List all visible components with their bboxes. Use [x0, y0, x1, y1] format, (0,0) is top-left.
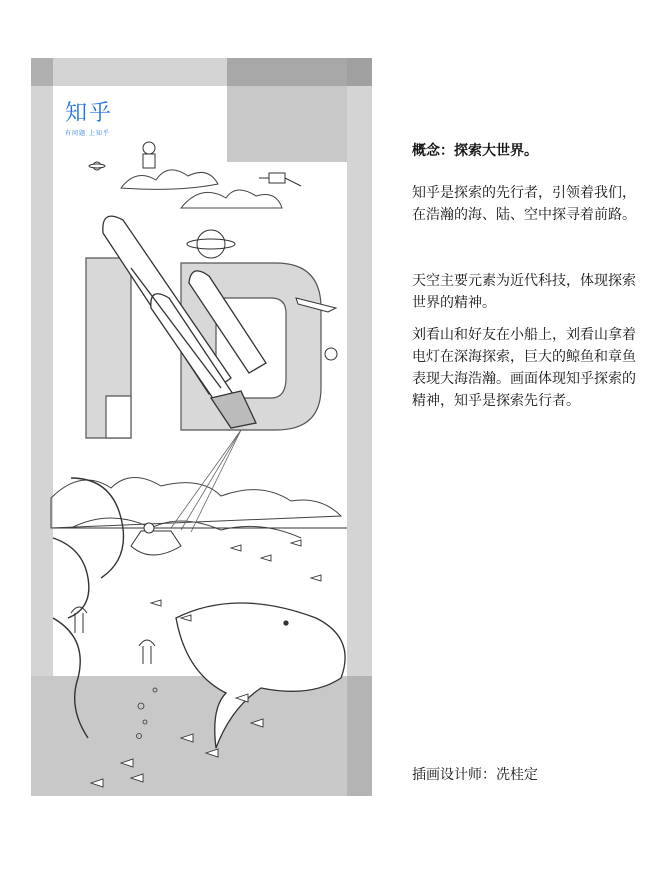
line-art-illustration [31, 58, 372, 796]
light-beam [171, 430, 241, 532]
sea-surface [53, 523, 347, 555]
description-paragraph-3: 刘看山和好友在小船上，刘看山拿着电灯在深海探索，巨大的鲸鱼和章鱼表现大海浩瀚。画面体现知乎探索的精神，知乎是探索先行者。 [412, 327, 636, 409]
description-column [412, 140, 644, 412]
logo-slogan: 有问题 上知乎 [65, 130, 110, 137]
logo-text: 知乎 [65, 101, 114, 126]
concept-title: 概念：探索大世界。 [412, 143, 538, 159]
frame-bottom-band [31, 676, 372, 796]
jellyfish [71, 607, 155, 664]
illustration-poster [31, 58, 372, 796]
description-paragraph-2: 天空主要元素为近代科技，体现探索世界的精神。 [412, 273, 636, 311]
zhihu-logo [65, 102, 113, 137]
illustrator-credit: 插画设计师：冼桂定 [412, 767, 538, 783]
description-paragraph-1: 知乎是探索的先行者，引领着我们，在浩瀚的海、陆、空中探寻着前路。 [412, 185, 636, 223]
